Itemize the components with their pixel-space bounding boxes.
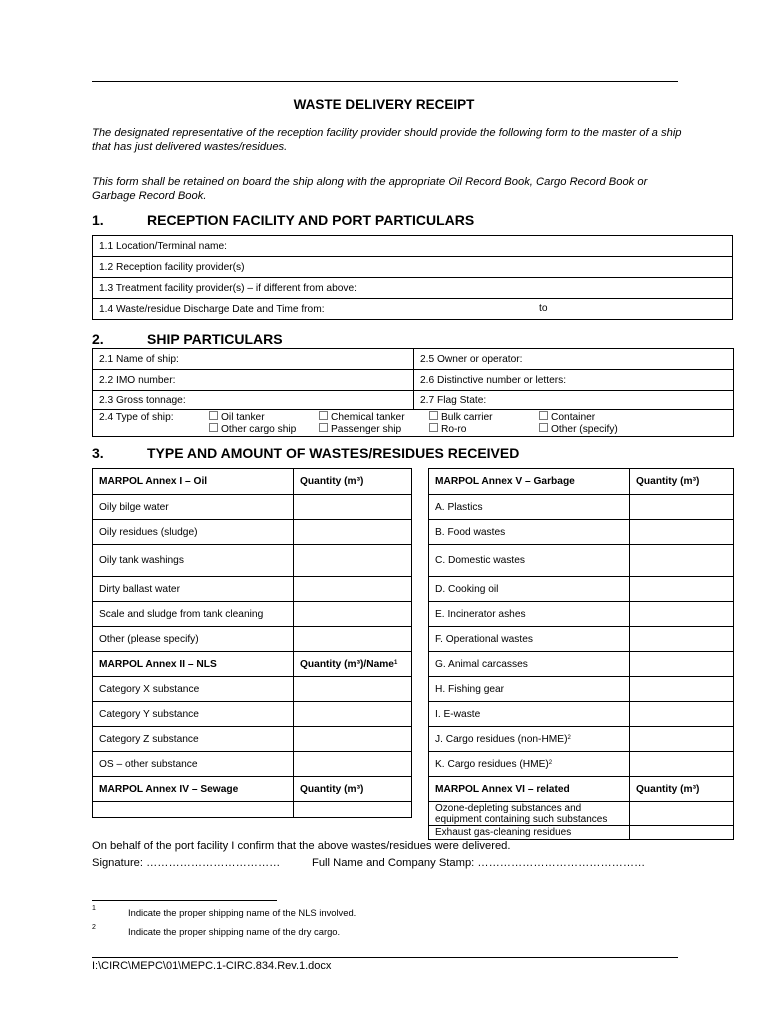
waste-item: D. Cooking oil (429, 577, 630, 602)
annex4-qty-header: Quantity (m³) (294, 777, 412, 802)
quantity-cell[interactable] (630, 826, 734, 840)
quantity-cell[interactable] (294, 752, 412, 777)
annex1-qty-header: Quantity (m³) (294, 469, 412, 495)
quantity-cell[interactable] (630, 577, 734, 602)
section-2-number: 2. (92, 331, 104, 347)
annex2-header: MARPOL Annex II – NLS (93, 652, 294, 677)
option-other-specify[interactable]: Other (specify) (539, 423, 618, 435)
confirmation-text: On behalf of the port facility I confirm that the above wastes/residues were delivered. (92, 840, 511, 852)
gross-tonnage-field[interactable]: 2.3 Gross tonnage: (93, 391, 414, 410)
annex5-header: MARPOL Annex V – Garbage (429, 469, 630, 495)
quantity-cell[interactable] (630, 602, 734, 627)
waste-item: Exhaust gas-cleaning residues (429, 826, 630, 840)
ship-type-row (93, 410, 734, 437)
quantity-cell[interactable] (630, 802, 734, 826)
bottom-rule (92, 957, 678, 958)
waste-item: E. Incinerator ashes (429, 602, 630, 627)
waste-item: Oily residues (sludge) (93, 520, 294, 545)
option-chemical-tanker[interactable]: Chemical tanker (319, 411, 405, 423)
checkbox-icon[interactable] (209, 423, 218, 432)
annex4-header: MARPOL Annex IV – Sewage (93, 777, 294, 802)
waste-item: Oily tank washings (93, 545, 294, 577)
waste-item: Category Z substance (93, 727, 294, 752)
option-ro-ro[interactable]: Ro-ro (429, 423, 466, 435)
reception-provider-field[interactable]: 1.2 Reception facility provider(s) (93, 257, 733, 278)
annex1-header: MARPOL Annex I – Oil (93, 469, 294, 495)
option-bulk-carrier[interactable]: Bulk carrier (429, 411, 493, 423)
checkbox-icon[interactable] (539, 423, 548, 432)
waste-item: I. E-waste (429, 702, 630, 727)
discharge-to-label: to (539, 303, 548, 314)
section-1-number: 1. (92, 212, 104, 228)
footnote-1-mark: 1 (92, 905, 96, 912)
quantity-cell[interactable] (294, 520, 412, 545)
option-other-cargo-ship[interactable]: Other cargo ship (209, 423, 296, 435)
section-3-number: 3. (92, 445, 104, 461)
waste-item: H. Fishing gear (429, 677, 630, 702)
quantity-cell[interactable] (294, 627, 412, 652)
quantity-cell[interactable] (294, 802, 412, 818)
waste-table-right (428, 468, 734, 840)
quantity-cell[interactable] (630, 545, 734, 577)
option-container[interactable]: Container (539, 411, 595, 423)
quantity-cell[interactable] (630, 727, 734, 752)
quantity-cell[interactable] (294, 677, 412, 702)
page-title: WASTE DELIVERY RECEIPT (293, 97, 475, 112)
waste-item: Category X substance (93, 677, 294, 702)
checkbox-icon[interactable] (319, 411, 328, 420)
flag-state-field[interactable]: 2.7 Flag State: (414, 391, 734, 410)
checkbox-icon[interactable] (429, 411, 438, 420)
quantity-cell[interactable] (630, 520, 734, 545)
waste-table-left (92, 468, 412, 818)
quantity-cell[interactable] (294, 577, 412, 602)
waste-item: Ozone-depleting substances and equipment containing such substances (429, 802, 630, 826)
waste-item: Oily bilge water (93, 495, 294, 520)
quantity-cell[interactable] (630, 627, 734, 652)
signature-line[interactable]: Signature: ……………………………… (92, 857, 281, 869)
waste-item: Scale and sludge from tank cleaning (93, 602, 294, 627)
intro-paragraph-2: This form shall be retained on board the ship along with the appropriate Oil Record Book, Cargo Record Book or Garbage Record Book. (92, 176, 648, 202)
treatment-provider-field[interactable]: 1.3 Treatment facility provider(s) – if different from above: (93, 278, 733, 299)
discharge-date-field[interactable] (93, 299, 733, 320)
quantity-cell[interactable] (294, 545, 412, 577)
annex6-qty-header: Quantity (m³) (630, 777, 734, 802)
port-particulars-table (92, 235, 733, 320)
waste-item: A. Plastics (429, 495, 630, 520)
option-passenger-ship[interactable]: Passenger ship (319, 423, 401, 435)
checkbox-icon[interactable] (319, 423, 328, 432)
file-path: I:\CIRC\MEPC\01\MEPC.1-CIRC.834.Rev.1.docx (92, 960, 332, 972)
quantity-cell[interactable] (294, 702, 412, 727)
waste-item: Other (please specify) (93, 627, 294, 652)
waste-item: OS – other substance (93, 752, 294, 777)
annex6-header: MARPOL Annex VI – related (429, 777, 630, 802)
checkbox-icon[interactable] (429, 423, 438, 432)
discharge-date-label: 1.4 Waste/residue Discharge Date and Time from: (99, 303, 325, 315)
footnote-2-text: Indicate the proper shipping name of the dry cargo. (128, 926, 341, 937)
intro-paragraph-1: The designated representative of the reception facility provider should provide the following form to the master of a ship that has just delivered wastes/residues. (92, 127, 682, 153)
quantity-cell[interactable] (630, 677, 734, 702)
quantity-cell[interactable] (294, 602, 412, 627)
section-1-title: RECEPTION FACILITY AND PORT PARTICULARS (147, 212, 475, 228)
option-oil-tanker[interactable]: Oil tanker (209, 411, 265, 423)
waste-item: C. Domestic wastes (429, 545, 630, 577)
location-field[interactable]: 1.1 Location/Terminal name: (93, 236, 733, 257)
owner-field[interactable]: 2.5 Owner or operator: (414, 349, 734, 370)
ship-name-field[interactable]: 2.1 Name of ship: (93, 349, 414, 370)
distinctive-number-field[interactable]: 2.6 Distinctive number or letters: (414, 370, 734, 391)
checkbox-icon[interactable] (539, 411, 548, 420)
annex5-qty-header: Quantity (m³) (630, 469, 734, 495)
waste-item: J. Cargo residues $(non-HME)^2$ (429, 727, 630, 752)
stamp-line[interactable]: Full Name and Company Stamp: ……………………………………… (312, 857, 646, 869)
quantity-cell[interactable] (630, 702, 734, 727)
waste-item: B. Food wastes (429, 520, 630, 545)
quantity-cell[interactable] (294, 495, 412, 520)
imo-number-field[interactable]: 2.2 IMO number: (93, 370, 414, 391)
section-3-title: TYPE AND AMOUNT OF WASTES/RESIDUES RECEIVED (147, 445, 520, 461)
footnote-2-mark: 2 (92, 924, 96, 931)
waste-item: Dirty ballast water (93, 577, 294, 602)
waste-item: Category Y substance (93, 702, 294, 727)
footnote-1-text: Indicate the proper shipping name of the NLS involved. (128, 907, 357, 918)
ship-particulars-table (92, 348, 734, 437)
quantity-cell[interactable] (630, 495, 734, 520)
section-2-title: SHIP PARTICULARS (147, 331, 283, 347)
checkbox-icon[interactable] (209, 411, 218, 420)
footnote-separator (92, 900, 277, 901)
sewage-cell[interactable] (93, 802, 294, 818)
waste-item: K. Cargo residues (HME)$^2$ (429, 752, 630, 777)
quantity-cell[interactable] (294, 727, 412, 752)
quantity-cell[interactable] (630, 652, 734, 677)
waste-item: F. Operational wastes (429, 627, 630, 652)
ship-type-label: 2.4 Type of ship: (99, 412, 174, 423)
top-rule (92, 81, 678, 82)
annex2-qty-header: Quantity (m³)/Name$^1$ (294, 652, 412, 677)
quantity-cell[interactable] (630, 752, 734, 777)
waste-item: G. Animal carcasses (429, 652, 630, 677)
